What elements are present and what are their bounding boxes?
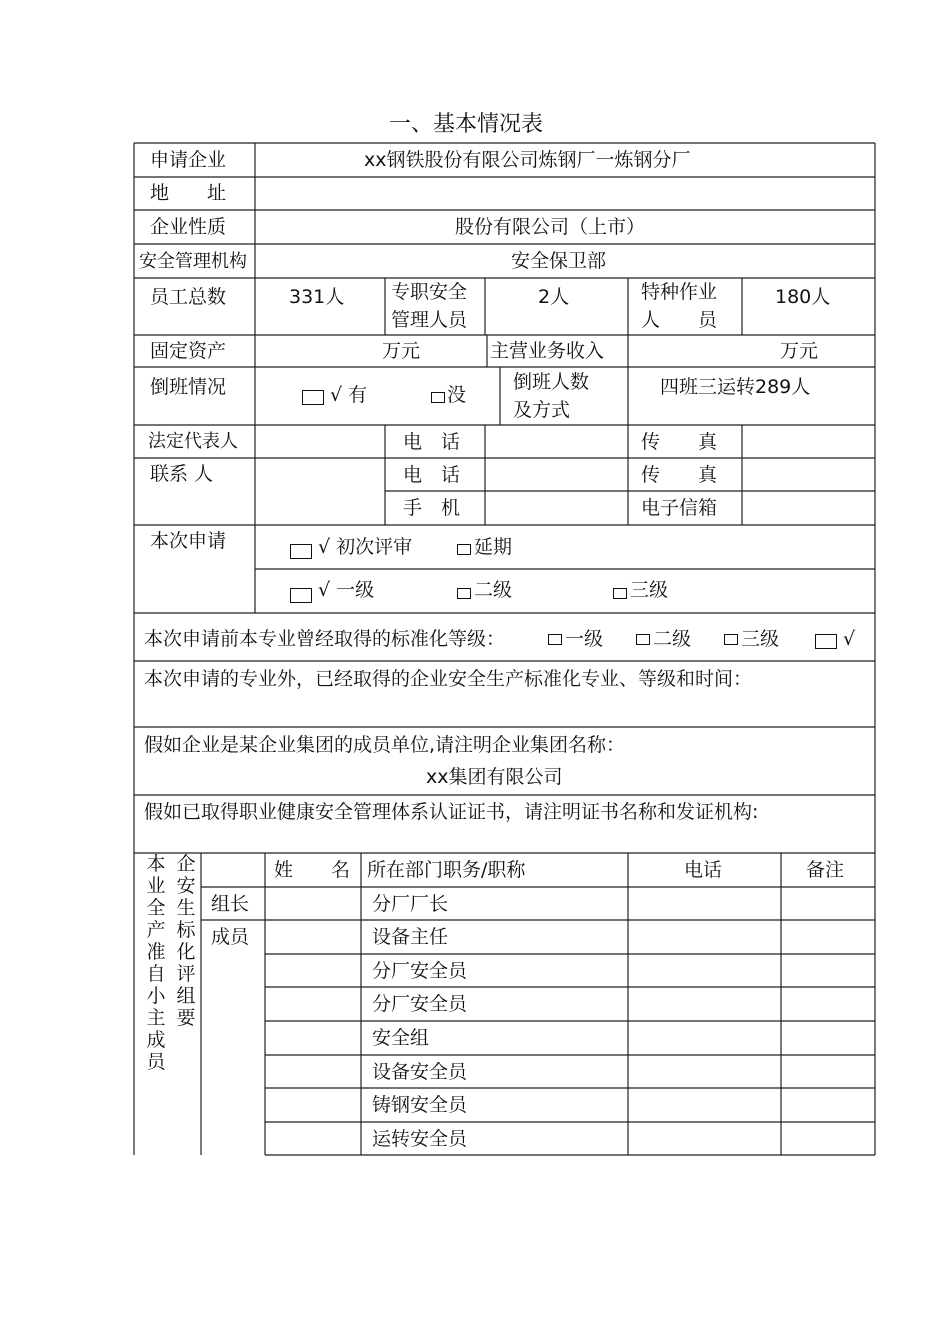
applicant-value: xx钢铁股份有限公司炼钢厂一炼钢分厂 xyxy=(364,149,691,171)
team-row-position: 设备主任 xyxy=(372,926,449,948)
other-majors-text: 本次申请的专业外，已经取得的企业安全生产标准化专业、等级和时间： xyxy=(144,668,753,690)
contact-label: 联系 人 xyxy=(150,463,214,485)
contact-email-label: 电子信箱 xyxy=(641,497,718,519)
safety-org-label: 安全管理机构 xyxy=(139,251,247,272)
special-work-value: 180人 xyxy=(775,286,831,308)
team-row-position: 运转安全员 xyxy=(372,1128,468,1150)
prior-level3-checkbox[interactable] xyxy=(724,634,738,645)
fulltime-safety-label-1: 专职安全 xyxy=(391,281,468,303)
address-label: 地 址 xyxy=(150,182,227,204)
level3-checkbox[interactable] xyxy=(613,588,627,599)
team-row-position: 分厂安全员 xyxy=(372,993,468,1015)
fixed-assets-label: 固定资产 xyxy=(150,340,227,362)
safety-org-value: 安全保卫部 xyxy=(511,250,607,272)
fulltime-safety-value: 2人 xyxy=(538,286,570,308)
contact-mobile-label: 手 机 xyxy=(403,497,461,519)
special-work-label-1: 特种作业 xyxy=(641,281,718,303)
main-revenue-unit: 万元 xyxy=(780,340,819,362)
extend-checkbox[interactable] xyxy=(457,544,471,555)
team-row-position: 分厂厂长 xyxy=(372,893,449,915)
team-header-name: 姓 名 xyxy=(274,859,351,881)
prior-level-text: 本次申请前本专业曾经取得的标准化等级： xyxy=(144,628,506,650)
team-row-position: 铸钢安全员 xyxy=(372,1094,468,1116)
team-row-position: 安全组 xyxy=(372,1027,430,1049)
shift-none-checkbox[interactable] xyxy=(431,392,445,403)
legal-rep-phone-label: 电 话 xyxy=(403,431,461,453)
level2-label: 二级 xyxy=(474,579,513,601)
team-header-note: 备注 xyxy=(806,859,845,881)
shift-count-label-1: 倒班人数 xyxy=(513,371,590,393)
nature-label: 企业性质 xyxy=(150,216,227,238)
shift-has-label: √ 有 xyxy=(330,384,368,406)
group-name: xx集团有限公司 xyxy=(426,766,563,788)
group-question: 假如企业是某企业集团的成员单位,请注明企业集团名称： xyxy=(144,734,626,756)
prior-level1-label: 一级 xyxy=(565,628,604,650)
legal-rep-label: 法定代表人 xyxy=(148,431,238,452)
staff-total-value: 331人 xyxy=(289,286,345,308)
level2-checkbox[interactable] xyxy=(457,588,471,599)
prior-extra-checkbox[interactable] xyxy=(815,634,837,649)
page-title: 一、基本情况表 xyxy=(389,112,544,137)
team-row-position: 分厂安全员 xyxy=(372,960,468,982)
level3-label: 三级 xyxy=(630,579,669,601)
prior-level2-label: 二级 xyxy=(653,628,692,650)
shift-detail-value: 四班三运转289人 xyxy=(660,376,811,398)
contact-fax-label: 传 真 xyxy=(641,464,718,486)
prior-mark: √ xyxy=(843,628,856,650)
this-application-label: 本次申请 xyxy=(150,530,227,552)
level1-checkbox[interactable] xyxy=(290,588,312,603)
applicant-label: 申请企业 xyxy=(150,149,227,171)
fixed-assets-unit: 万元 xyxy=(382,340,421,362)
team-member-label: 成员 xyxy=(211,926,250,948)
extend-label: 延期 xyxy=(474,536,513,558)
prior-level2-checkbox[interactable] xyxy=(636,634,650,645)
initial-review-checkbox[interactable] xyxy=(290,544,312,559)
initial-review-label: √ 初次评审 xyxy=(318,536,413,558)
team-leader-label: 组长 xyxy=(211,893,250,915)
special-work-label-2: 人 员 xyxy=(641,309,718,331)
shift-none-label: 没 xyxy=(447,384,467,406)
legal-rep-fax-label: 传 真 xyxy=(641,431,718,453)
shift-count-label-2: 及方式 xyxy=(513,399,571,421)
main-revenue-label: 主营业务收入 xyxy=(490,340,605,362)
team-vertical-label-a: 本业全产准自小主成员 xyxy=(146,853,166,1073)
staff-total-label: 员工总数 xyxy=(150,286,227,308)
team-header-dept: 所在部门职务/职称 xyxy=(367,859,526,881)
prior-level3-label: 三级 xyxy=(741,628,780,650)
fulltime-safety-label-2: 管理人员 xyxy=(391,309,468,331)
level1-label: √ 一级 xyxy=(318,579,375,601)
contact-phone-label: 电 话 xyxy=(403,464,461,486)
shift-label: 倒班情况 xyxy=(150,376,227,398)
team-vertical-label-b: 企安生标化评组要 xyxy=(176,853,196,1029)
team-row-position: 设备安全员 xyxy=(372,1061,468,1083)
ohs-cert-text: 假如已取得职业健康安全管理体系认证证书，请注明证书名称和发证机构: xyxy=(144,801,759,823)
shift-has-checkbox[interactable] xyxy=(302,390,324,405)
prior-level1-checkbox[interactable] xyxy=(548,634,562,645)
team-header-phone: 电话 xyxy=(684,859,723,881)
nature-value: 股份有限公司（上市） xyxy=(455,216,646,238)
